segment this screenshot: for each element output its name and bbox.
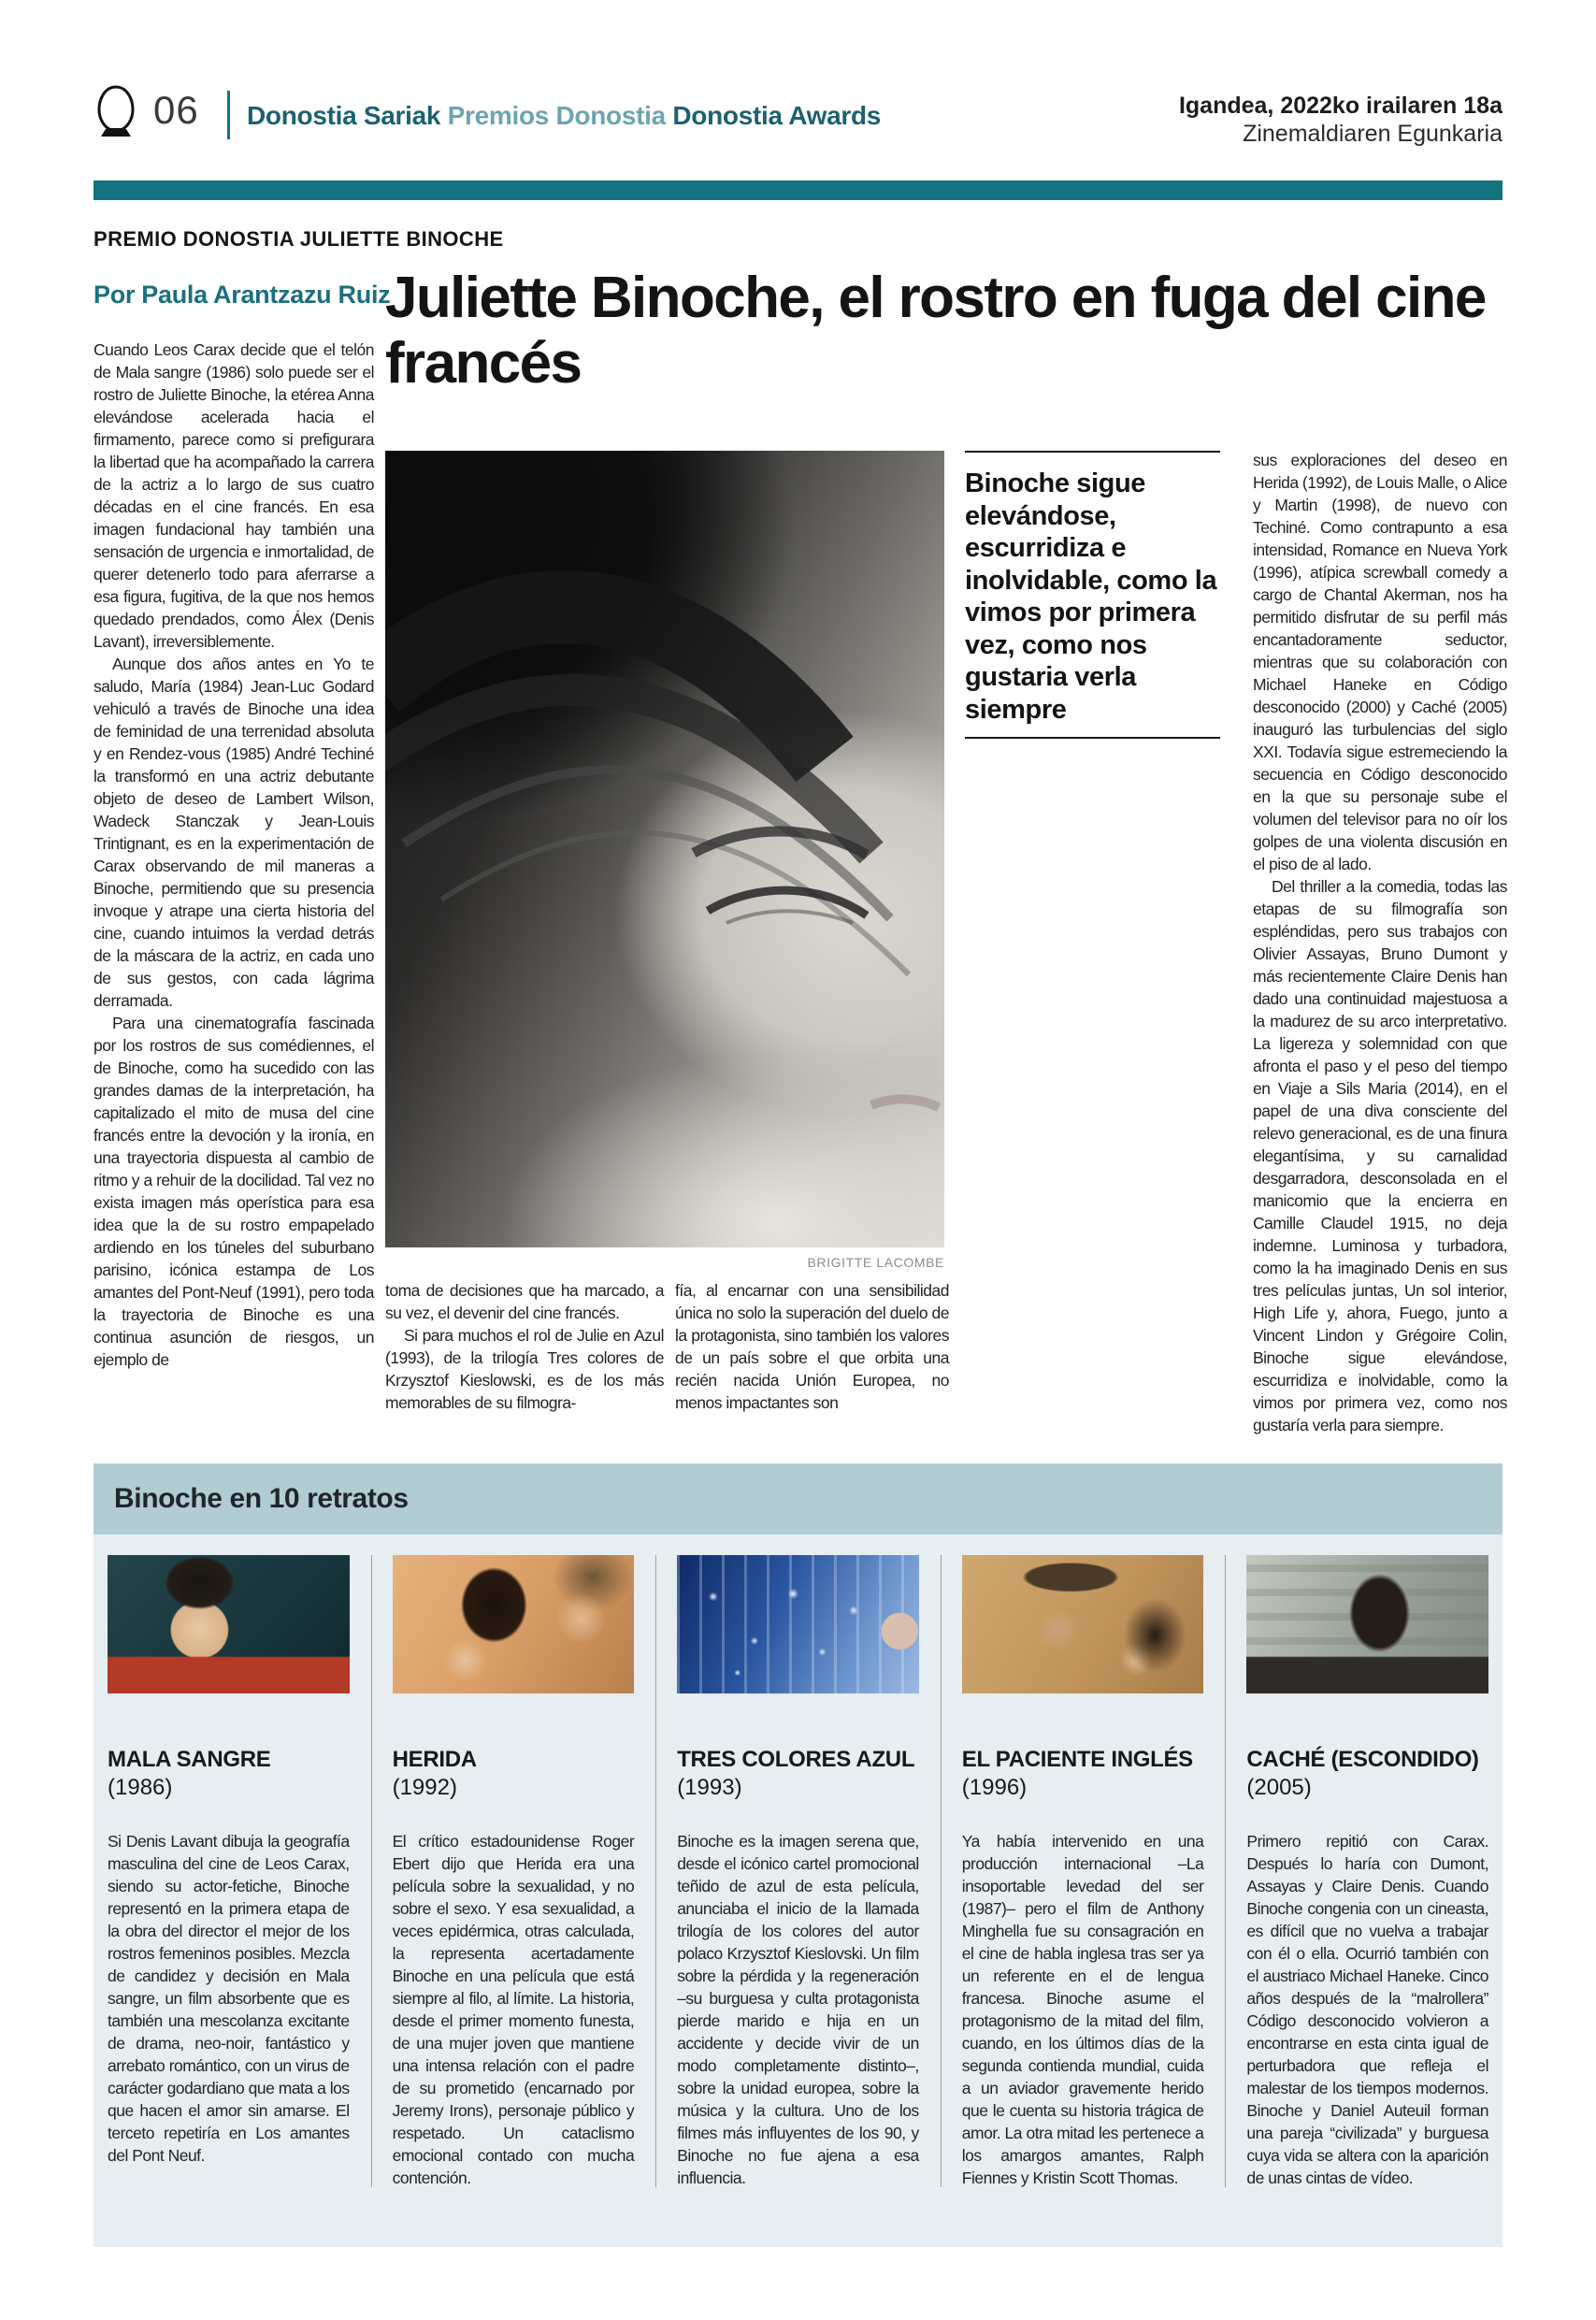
- film-title: EL PACIENTE INGLÉS: [961, 1747, 1193, 1772]
- paragraph: Si para muchos el rol de Julie en Azul (1993), de la trilogía Tres colores de Krzysztof Kieslowski, es de los más memorables de su filmogra-: [385, 1326, 664, 1412]
- film-year: (2005): [1246, 1775, 1312, 1800]
- header-divider: [227, 91, 230, 139]
- article-kicker: PREMIO DONOSTIA JULIETTE BINOCHE: [93, 227, 504, 251]
- section-title-spanish: Premios Donostia: [447, 101, 666, 130]
- film-year: (1986): [108, 1775, 173, 1800]
- article-column-below-photo-2: [675, 1279, 949, 1438]
- article-column-right: [1253, 449, 1507, 1459]
- publication-name: Zinemaldiaren Egunkaria: [1243, 121, 1503, 147]
- film-year: (1993): [677, 1775, 742, 1800]
- masthead: [1179, 92, 1503, 148]
- article-column-left: [93, 339, 374, 1447]
- zinemaldia-shell-logo-icon: [93, 84, 138, 138]
- pull-quote-rule-top: [965, 451, 1220, 453]
- retrato-card-mala-sangre: [108, 1555, 350, 2247]
- paragraph: Del thriller a la comedia, todas las etapas de su filmografía son espléndidas, pero sus trabajos con Olivier Assayas, Bruno Dumont y más recientemente Claire Denis han dado una continuidad majestuosa a la madurez de su arco interpretativo. La ligereza y solemnidad con que afronta el paso y el peso del tiempo en Viaje a Sils Maria (2014), en el papel de una diva consciente del relevo generacional, es de una finura elegantísima, y su carnalidad desgarradora, desconsolada en el manicomio que la encierra en Camille Claudel 1915, no deja indemne. Luminosa y turbadora, como la ha imaginado Denis en sus tres películas juntas, Un sol interior, High Life y, ahora, Fuego, junto a Vincent Lindon y Grégoire Colin, Binoche sigue elevándose, escurridiza e inolvidable, como la vimos por primera vez, como nos gustaría verla para siempre.: [1253, 877, 1507, 1434]
- paragraph: toma de decisiones que ha marcado, a su vez, el devenir del cine francés.: [385, 1281, 664, 1322]
- section-title-basque: Donostia Sariak: [247, 101, 441, 130]
- section-title-english: Donostia Awards: [672, 101, 882, 130]
- retratos-section: [93, 1535, 1503, 2247]
- film-caption: Primero repitió con Carax. Después lo haría con Dumont, Assayas y Claire Denis. Cuando Binoche congenia con un cineasta, es difícil que no vuelva a trabajar con él o ella. Ocurrió también con el austriaco Michael Haneke. Cinco años después de la “malrollera” Código desconocido volvieron a encontrarse en esta cinta igual de perturbadora que refleja el malestar de los tiempos modernos. Binoche y Daniel Auteuil forman una pareja “civilizada” y burguesa cuya vida se altera con la aparición de unas cintas de vídeo.: [1246, 1832, 1488, 2187]
- article-column-below-photo-1: [385, 1279, 664, 1438]
- still-herida-image: [393, 1555, 635, 1693]
- retratos-section-title: Binoche en 10 retratos: [114, 1483, 409, 1514]
- section-titles: [247, 101, 881, 131]
- retrato-card-cache: [1246, 1555, 1488, 2247]
- still-el-paciente-ingles-image: [962, 1555, 1204, 1693]
- article-byline: Por Paula Arantzazu Ruiz: [93, 281, 391, 309]
- paragraph: Cuando Leos Carax decide que el telón de Mala sangre (1986) solo puede ser el rostro de Juliette Binoche, la etérea Anna elevándose acelerada hacia el firmamento, parece como si prefigurara la libertad que ha acompañado la carrera de la actriz a lo largo de sus cuatro décadas en el cine francés. En esa imagen fundacional hay también una sensación de urgencia e inmortalidad, de querer detenerlo todo para aferrarse a esa figura, fugitiva, de la que nos hemos quedado prendados, como Álex (Denis Lavant), irreversiblemente.: [93, 340, 374, 651]
- paragraph: fía, al encarnar con una sensibilidad única no solo la superación del duelo de la protagonista, sino también los valores de un país sobre el que orbita una recién nacida Unión Europea, no menos impactantes son: [675, 1281, 949, 1412]
- paragraph: Para una cinematografía fascinada por los rostros de sus comédiennes, el de Binoche, como ha sucedido con las grandes damas de la interpretación, ha capitalizado el mito de musa del cine francés entre la devoción y la ironía, en una trayectoria dispuesta al cambio de ritmo y a rehuir de la docilidad. Tal vez no exista imagen más operística para esa idea que la de su rostro empapelado ardiendo en los túneles del suburbano parisino, icónica estampa de Los amantes del Pont-Neuf (1991), pero toda la trayectoria de Binoche es una continua asunción de riesgos, un ejemplo de: [93, 1014, 374, 1369]
- film-title: MALA SANGRE: [108, 1747, 271, 1772]
- issue-date: Igandea, 2022ko irailaren 18a: [1178, 93, 1503, 119]
- article-headline: Juliette Binoche, el rostro en fuga del cine francés: [385, 266, 1486, 396]
- still-mala-sangre-image: [108, 1555, 350, 1693]
- pull-quote-rule-bottom: [965, 737, 1220, 739]
- portrait-detail-strokes: [385, 451, 944, 1247]
- film-caption: Binoche es la imagen serena que, desde el icónico cartel promocional teñido de azul de esta película, anunciaba el inicio de la llamada trilogía de los colores del autor polaco Krzysztof Kieslovski. Un film sobre la pérdida y la regeneración –su burguesa y culta protagonista pierde marido e hija en un accidente y decide vivir de un modo completamente distinto–, sobre la unidad europea, sobre la música y la cultura. Uno de los filmes más influyentes de los 90, y Binoche no fue ajena a esa influencia.: [677, 1832, 919, 2187]
- photo-credit: BRIGITTE LACOMBE: [807, 1255, 944, 1270]
- binoche-portrait-photo: [385, 451, 944, 1247]
- retrato-card-tres-colores-azul: [677, 1555, 919, 2247]
- film-year: (1996): [961, 1775, 1028, 1800]
- paragraph: sus exploraciones del deseo en Herida (1992), de Louis Malle, o Alice y Martin (1998), de nuevo con Techiné. Como contrapunto a esa intensidad, Romance en Nueva York (1996), atípica screwball comedy a cargo de Chantal Akerman, nos ha permitido disfrutar de su perfil más encantadoramente seductor, mientras que su colaboración con Michael Haneke en Código desconocido (2000) y Caché (2005) inauguró las turbulencias del siglo XXI. Todavía sigue estremeciendo la secuencia en Código desconocido en la que su personaje sube el volumen del televisor para no oír los golpes de una violenta discusión en el piso de al lado.: [1253, 451, 1507, 873]
- film-title: CACHÉ (ESCONDIDO): [1246, 1747, 1479, 1772]
- film-caption: El crítico estadounidense Roger Ebert dijo que Herida era una película sobre la sexualidad, y no sobre el sexo. Y esa sexualidad, a veces epidérmica, otras calculada, la representa acertadamente Binoche en una película que está siempre al filo, al límite. La historia, desde el primer momento funesta, de una mujer joven que mantiene una intensa relación con el padre de su prometido (encarnado por Jeremy Irons), personaje público y respetado. Un cataclismo emocional contado con mucha contención.: [392, 1832, 635, 2187]
- film-caption: Ya había intervenido en una producción internacional –La insoportable levedad del ser (1987)– pero el film de Anthony Minghella fue su consagración en el cine de habla inglesa tras ser ya un referente en el de lengua francesa. Binoche asume el protagonismo de la mitad del film, cuando, en los últimos días de la segunda contienda mundial, cuida a un aviador gravemente herido que le cuenta su historia trágica de amor. La otra mitad les pertenece a los amargos amantes, Ralph Fiennes y Kristin Scott Thomas.: [961, 1832, 1204, 2187]
- film-title: HERIDA: [392, 1747, 477, 1772]
- pull-quote: Binoche sigue elevándose, escurridiza e inolvidable, como la vimos por primera vez, como nos gustaria verla siempre: [965, 468, 1217, 725]
- teal-rule-bar: [93, 180, 1503, 200]
- retrato-card-el-paciente-ingles: [962, 1555, 1204, 2247]
- retratos-section-bar: [93, 1463, 1503, 1535]
- page-number: 06: [153, 88, 199, 132]
- still-cache-image: [1246, 1555, 1488, 1693]
- still-tres-colores-azul-image: [677, 1555, 919, 1693]
- film-title: TRES COLORES AZUL: [677, 1747, 915, 1772]
- retrato-card-herida: [393, 1555, 635, 2247]
- film-year: (1992): [392, 1775, 457, 1800]
- film-caption: Si Denis Lavant dibuja la geografía masculina del cine de Leos Carax, siendo su actor-fetiche, Binoche representó en la primera etapa de la obra del director el mejor de los rostros femeninos posibles. Mezcla de candidez y decisión en Mala sangre, un film absorbente que es también una mescolanza excitante de drama, neo-noir, fantástico y arrebato romántico, con un virus de carácter godardiano que mata a los que hacen el amor sin amarse. El terceto repetiría en Los amantes del Pont Neuf.: [108, 1832, 350, 2165]
- paragraph: Aunque dos años antes en Yo te saludo, María (1984) Jean-Luc Godard vehiculó a través de Binoche una idea de feminidad de una terrenidad absoluta y en Rendez-vous (1985) André Techiné la transformó en una actriz debutante objeto de deseo de Lambert Wilson, Wadeck Stanczak y Jean-Louis Trintignant, es en la experimentación de Carax observando de mil maneras a Binoche, permitiendo que su presencia invoque y atrape una cierta historia del cine, cuando intuimos la verdad detrás de la máscara de la actriz, en cada uno de sus gestos, con cada lágrima derramada.: [93, 655, 374, 1010]
